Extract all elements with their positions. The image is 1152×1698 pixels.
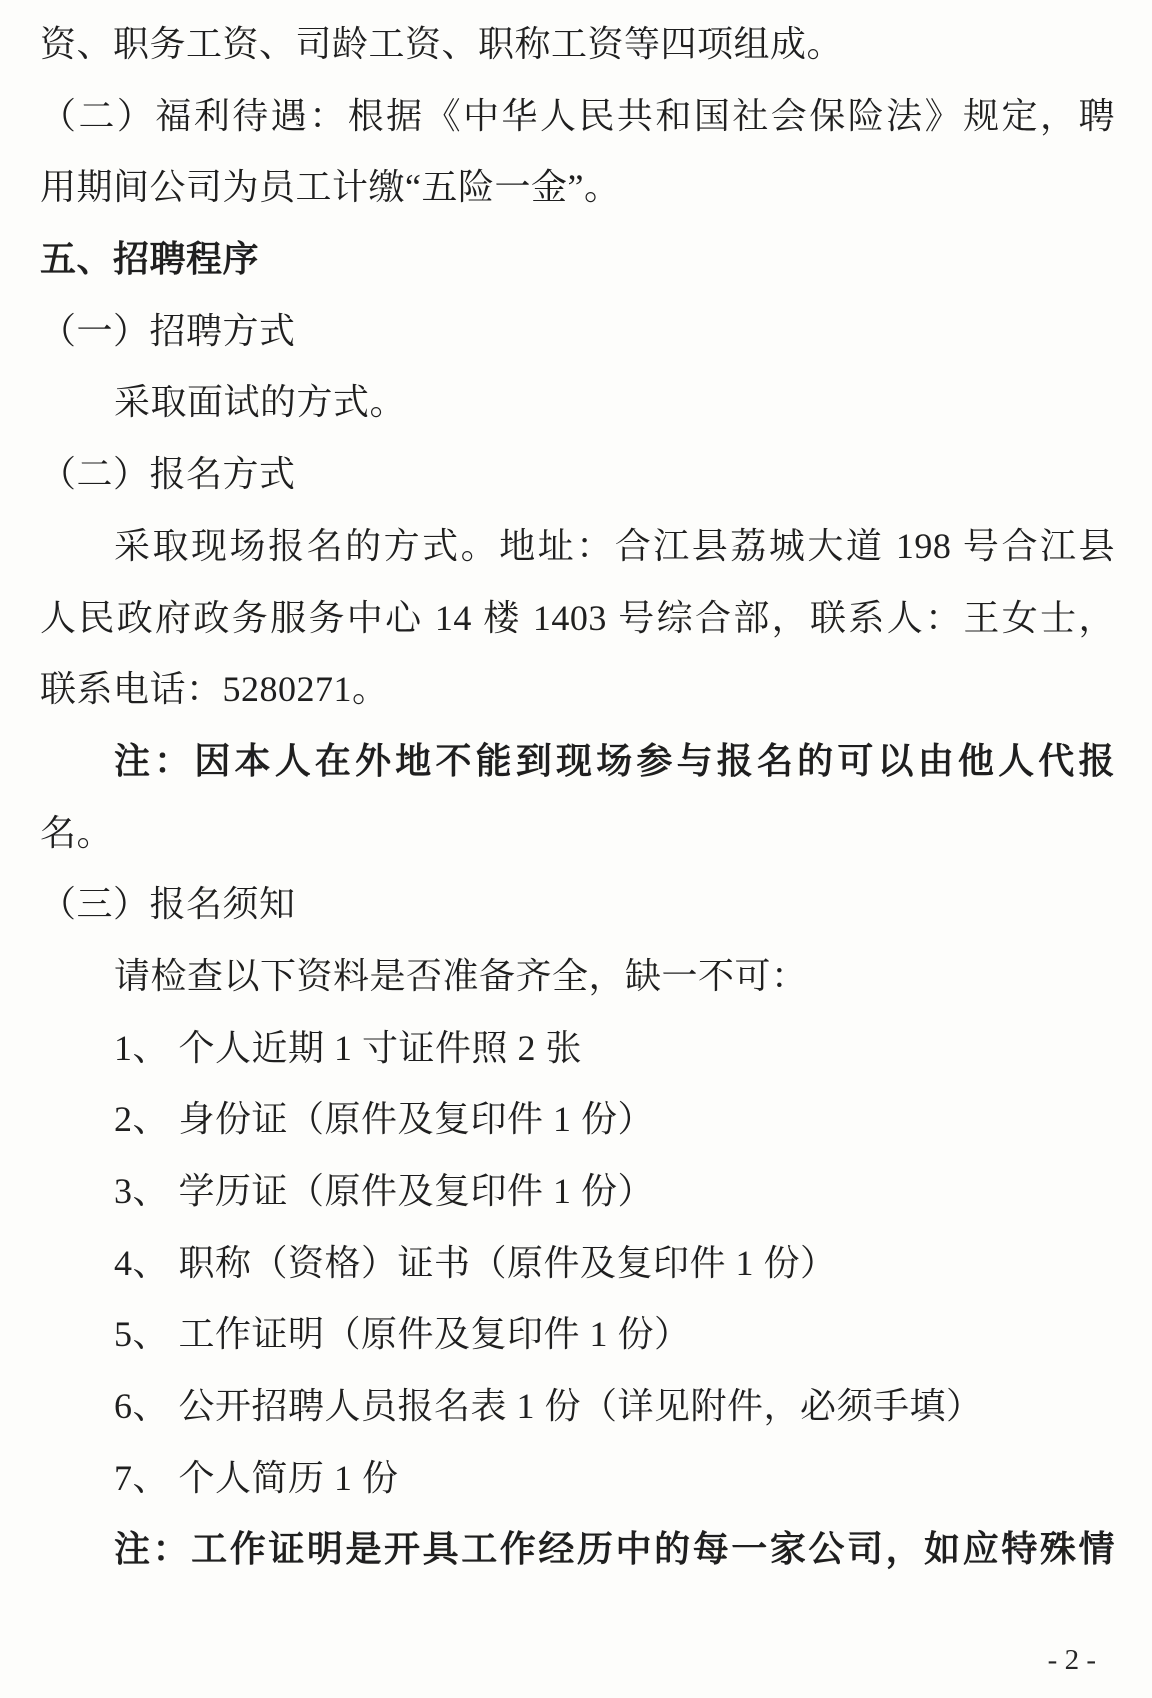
text-line: 注：工作证明是开具工作经历中的每一家公司，如应特殊情 — [114, 1529, 1115, 1570]
text-line: 7、 个人简历 1 份 — [114, 1457, 399, 1498]
text-line: 请检查以下资料是否准备齐全，缺一不可： — [114, 955, 808, 996]
document-body — [40, 9, 1115, 1586]
text-line: 2、 身份证（原件及复印件 1 份） — [114, 1099, 655, 1140]
text-line: 用期间公司为员工计缴“五险一金”。 — [40, 167, 621, 208]
text-line: 采取面试的方式。 — [114, 382, 407, 423]
text-line: 联系电话：5280271。 — [40, 669, 389, 710]
text-line: 五、招聘程序 — [40, 239, 260, 280]
text-line: 名。 — [40, 812, 114, 853]
text-line: 5、 工作证明（原件及复印件 1 份） — [114, 1314, 691, 1355]
text-line: 人民政府政务服务中心 14 楼 1403 号综合部，联系人：王女士， — [40, 597, 1115, 638]
text-line: 6、 公开招聘人员报名表 1 份（详见附件，必须手填） — [114, 1386, 983, 1427]
text-line: 资、职务工资、司龄工资、职称工资等四项组成。 — [40, 24, 844, 64]
text-line: 采取现场报名的方式。地址：合江县荔城大道 198 号合江县 — [114, 525, 1115, 566]
text-line: （一）招聘方式 — [40, 310, 296, 351]
text-line: 4、 职称（资格）证书（原件及复印件 1 份） — [114, 1242, 837, 1283]
page-number: - 2 - — [1047, 1644, 1096, 1676]
text-line: （三）报名须知 — [40, 884, 296, 925]
text-line: 1、 个人近期 1 寸证件照 2 张 — [114, 1027, 583, 1068]
text-line: （二）福利待遇：根据《中华人民共和国社会保险法》规定，聘 — [40, 95, 1115, 136]
text-line: 3、 学历证（原件及复印件 1 份） — [114, 1171, 655, 1211]
page-footer — [1048, 1640, 1096, 1680]
text-line: （二）报名方式 — [40, 454, 296, 495]
text-line: 注：因本人在外地不能到现场参与报名的可以由他人代报 — [114, 740, 1115, 781]
